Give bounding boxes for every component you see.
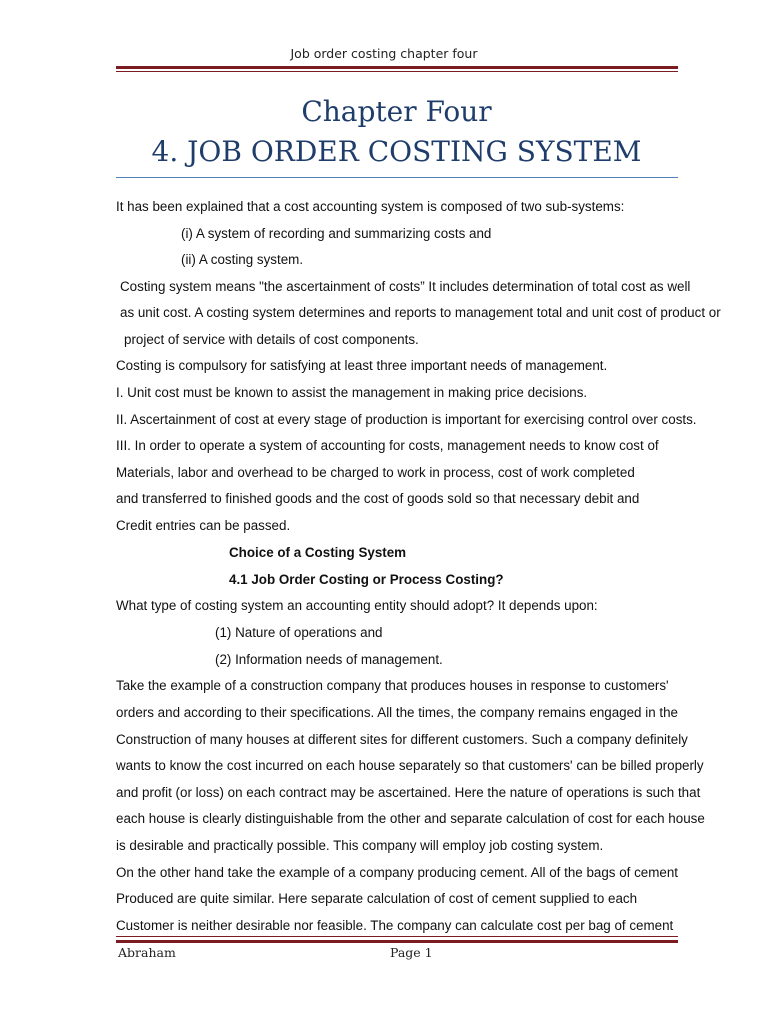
body-line: On the other hand take the example of a company producing cement. All of the bags of cement — [116, 865, 679, 880]
list-item: (1) Nature of operations and — [215, 625, 383, 640]
body-line: Credit entries can be passed. — [116, 518, 291, 533]
footer-author: Abraham — [118, 945, 176, 960]
body-line: is desirable and practically possible. This company will employ job costing system. — [116, 838, 604, 853]
page-number: Page 1 — [390, 945, 433, 960]
body-line: each house is clearly distinguishable from the other and separate calculation of cost for each house — [116, 811, 705, 826]
chapter-heading: 4. JOB ORDER COSTING SYSTEM — [151, 135, 642, 168]
body-line: Take the example of a construction company that produces houses in response to customers' — [116, 678, 669, 693]
list-item: (i) A system of recording and summarizing costs and — [181, 226, 492, 241]
body-line: II. Ascertainment of cost at every stage of production is important for exercising control over costs. — [116, 412, 697, 427]
title-underline — [116, 177, 678, 178]
chapter-title: Chapter Four — [301, 95, 492, 128]
footer-rule-thin — [116, 936, 678, 937]
header-rule-thick — [116, 66, 678, 69]
body-line: and transferred to finished goods and the cost of goods sold so that necessary debit and — [116, 491, 640, 506]
body-line: Costing system means "the ascertainment of costs” It includes determination of total cost as well — [120, 279, 691, 294]
footer-rule-thick — [116, 940, 678, 943]
body-line: Materials, labor and overhead to be charged to work in process, cost of work completed — [116, 465, 635, 480]
body-line: as unit cost. A costing system determines and reports to management total and unit cost of product or — [120, 305, 721, 320]
body-line: and profit (or loss) on each contract may be ascertained. Here the nature of operations is such that — [116, 785, 701, 800]
body-line: Construction of many houses at different sites for different customers. Such a company definitely — [116, 732, 688, 747]
header-rule-thin — [116, 71, 678, 72]
body-line: wants to know the cost incurred on each house separately so that customers' can be billed properly — [116, 758, 704, 773]
body-line: orders and according to their specifications. All the times, the company remains engaged in the — [116, 705, 678, 720]
body-line: III. In order to operate a system of accounting for costs, management needs to know cost of — [116, 438, 659, 453]
body-line: Produced are quite similar. Here separate calculation of cost of cement supplied to each — [116, 891, 638, 906]
body-line: I. Unit cost must be known to assist the management in making price decisions. — [116, 385, 588, 400]
subsection-heading: 4.1 Job Order Costing or Process Costing? — [229, 572, 504, 587]
body-line: Customer is neither desirable nor feasible. The company can calculate cost per bag of cement — [116, 918, 674, 933]
body-line: project of service with details of cost components. — [124, 332, 419, 347]
body-line: It has been explained that a cost accounting system is composed of two sub-systems: — [116, 199, 625, 214]
body-line: What type of costing system an accounting entity should adopt? It depends upon: — [116, 598, 598, 613]
section-heading: Choice of a Costing System — [229, 545, 407, 560]
running-header: Job order costing chapter four — [290, 46, 478, 61]
list-item: (ii) A costing system. — [181, 252, 304, 267]
list-item: (2) Information needs of management. — [215, 652, 443, 667]
body-line: Costing is compulsory for satisfying at least three important needs of management. — [116, 358, 608, 373]
